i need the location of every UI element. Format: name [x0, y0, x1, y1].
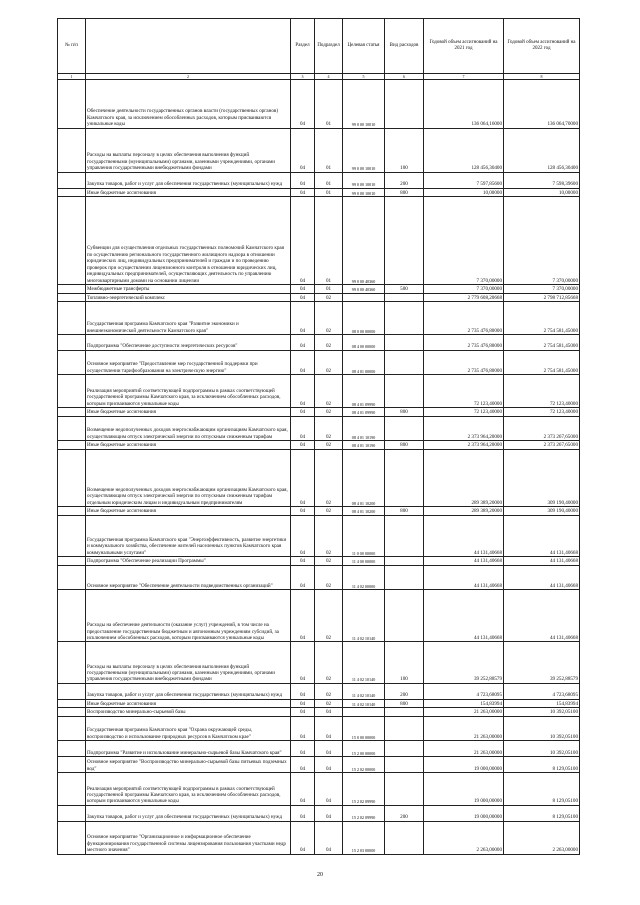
row-amount-2022: 44 131,40668: [504, 557, 580, 566]
row-target-article: 15 0 00 00000: [343, 716, 385, 740]
column-index: 7: [424, 74, 504, 80]
row-razdel: 04: [291, 557, 315, 566]
row-amount-2021: 2 735 476,80000: [424, 302, 504, 335]
row-razdel: 04: [291, 683, 315, 699]
row-name: Межбюджетные трансферты: [86, 284, 291, 293]
row-number-cell: [58, 708, 86, 717]
row-podrazdel: 02: [315, 416, 343, 440]
row-razdel: 04: [291, 441, 315, 450]
column-index: 8: [504, 74, 580, 80]
row-name: Иные бюджетные ассигнования: [86, 507, 291, 516]
row-name: Государственная программа Камчатского края "Энергоэффективность, развитие энергетики и коммунального хозяйства, обеспечение жителей населенных пунктов Камчатского края коммунальными услугами": [86, 515, 291, 556]
row-razdel: 04: [291, 757, 315, 773]
row-podrazdel: 02: [315, 408, 343, 417]
row-podrazdel: 01: [315, 128, 343, 172]
row-podrazdel: 02: [315, 334, 343, 350]
row-name: Основное мероприятие "Воспроизводство минерально-сырьевой базы питьевых подземных вод": [86, 757, 291, 773]
row-razdel: 04: [291, 716, 315, 740]
row-amount-2021: 19 000,00000: [424, 772, 504, 805]
row-expense-type: [385, 565, 424, 589]
row-podrazdel: 01: [315, 284, 343, 293]
row-amount-2022: 8 129,05100: [504, 757, 580, 773]
column-index: 5: [343, 74, 385, 80]
row-target-article: 99 0 00 10010: [343, 172, 385, 188]
col-2022-header: Годовой объем ассигнований на 2022 год: [504, 19, 580, 74]
row-name: Подпрограмма "Обеспечение доступности энергетических ресурсов": [86, 334, 291, 350]
row-amount-2022: 4 723,68095: [504, 683, 580, 699]
row-amount-2021: 7 370,00000: [424, 284, 504, 293]
row-name: Возмещение недополученных доходов энергоснабжающим организациям Камчатского края, осуществляющим отпуск электрической энергии по отпускным сниженным тарифам отдельным юридическим лицам и индивидуальным предпринимателям: [86, 449, 291, 506]
row-razdel: 04: [291, 821, 315, 854]
table-row: [58, 716, 580, 740]
row-razdel: 04: [291, 128, 315, 172]
table-row: [58, 642, 580, 683]
row-expense-type: [385, 716, 424, 740]
row-amount-2022: 2 754 581,45000: [504, 350, 580, 374]
row-podrazdel: 01: [315, 197, 343, 285]
row-amount-2021: 7 370,00000: [424, 197, 504, 285]
row-razdel: 04: [291, 772, 315, 805]
row-razdel: 04: [291, 449, 315, 506]
table-row: [58, 80, 580, 129]
row-target-article: 11 0 00 00000: [343, 515, 385, 556]
budget-table: [57, 18, 580, 855]
row-name: Иные бюджетные ассигнования: [86, 408, 291, 417]
row-expense-type: 800: [385, 188, 424, 197]
row-target-article: 11 4 02 10140: [343, 699, 385, 708]
row-podrazdel: 01: [315, 80, 343, 129]
row-amount-2021: 10,00000: [424, 188, 504, 197]
row-number-cell: [58, 375, 86, 408]
row-expense-type: [385, 757, 424, 773]
row-podrazdel: 04: [315, 716, 343, 740]
budget-table-sheet: [57, 18, 579, 855]
row-amount-2021: 44 131,40668: [424, 565, 504, 589]
row-name: Иные бюджетные ассигнования: [86, 441, 291, 450]
row-razdel: 04: [291, 741, 315, 757]
row-podrazdel: 01: [315, 188, 343, 197]
row-razdel: 04: [291, 375, 315, 408]
row-expense-type: [385, 557, 424, 566]
row-target-article: 08 4 01 09990: [343, 375, 385, 408]
row-target-article: [343, 708, 385, 717]
row-expense-type: [385, 197, 424, 285]
row-number-cell: [58, 128, 86, 172]
row-target-article: 08 4 01 10190: [343, 441, 385, 450]
row-expense-type: 200: [385, 805, 424, 821]
row-amount-2021: 21 263,00000: [424, 708, 504, 717]
row-name: Иные бюджетные ассигнования: [86, 699, 291, 708]
row-amount-2021: 44 131,40668: [424, 557, 504, 566]
row-podrazdel: 02: [315, 350, 343, 374]
table-row: [58, 416, 580, 440]
row-amount-2022: 309 190,40000: [504, 507, 580, 516]
row-target-article: 08 4 00 00000: [343, 334, 385, 350]
row-razdel: 04: [291, 589, 315, 641]
table-row: [58, 515, 580, 556]
row-amount-2021: 39 252,88579: [424, 642, 504, 683]
row-amount-2022: 72 123,40000: [504, 408, 580, 417]
column-index: 2: [86, 74, 291, 80]
row-name: Закупка товаров, работ и услуг для обеспечения государственных (муниципальных) нужд: [86, 172, 291, 188]
row-number-cell: [58, 515, 86, 556]
row-number-cell: [58, 350, 86, 374]
table-row: [58, 708, 580, 717]
row-razdel: 04: [291, 293, 315, 302]
row-amount-2021: 136 064,16000: [424, 80, 504, 129]
row-target-article: 08 4 01 10200: [343, 507, 385, 516]
row-expense-type: [385, 515, 424, 556]
row-amount-2022: 154,83994: [504, 699, 580, 708]
row-name: Закупка товаров, работ и услуг для обеспечения государственных (муниципальных) нужд: [86, 683, 291, 699]
row-amount-2021: 289 389,20000: [424, 507, 504, 516]
table-row: [58, 128, 580, 172]
row-podrazdel: 02: [315, 293, 343, 302]
table-row: [58, 821, 580, 854]
row-amount-2022: 2 373 267,65000: [504, 441, 580, 450]
col-expense-type-header: Вид расходов: [385, 19, 424, 74]
row-razdel: 04: [291, 188, 315, 197]
row-target-article: 08 4 01 09990: [343, 408, 385, 417]
row-number-cell: [58, 589, 86, 641]
col-target-article-header: Целевая статья: [343, 19, 385, 74]
row-amount-2022: 8 129,05100: [504, 772, 580, 805]
row-target-article: 11 4 02 00000: [343, 565, 385, 589]
row-amount-2022: 44 131,40668: [504, 589, 580, 641]
row-target-article: 99 0 00 10010: [343, 128, 385, 172]
row-amount-2021: 7 597,85600: [424, 172, 504, 188]
row-target-article: 11 4 02 10140: [343, 642, 385, 683]
row-razdel: 04: [291, 805, 315, 821]
row-amount-2021: 2 373 964,20000: [424, 441, 504, 450]
row-number-cell: [58, 683, 86, 699]
row-podrazdel: 02: [315, 375, 343, 408]
row-podrazdel: 02: [315, 642, 343, 683]
row-expense-type: 100: [385, 128, 424, 172]
row-amount-2021: 4 723,68095: [424, 683, 504, 699]
row-amount-2021: 19 000,00000: [424, 805, 504, 821]
row-expense-type: [385, 416, 424, 440]
column-index: 6: [385, 74, 424, 80]
row-expense-type: 800: [385, 441, 424, 450]
row-amount-2021: 2 373 964,20000: [424, 416, 504, 440]
row-number-cell: [58, 416, 86, 440]
row-expense-type: 100: [385, 642, 424, 683]
row-name: Государственная программа Камчатского края "Охрана окружающей среды, воспроизводство и использование природных ресурсов в Камчатском крае": [86, 716, 291, 740]
row-number-cell: [58, 449, 86, 506]
row-target-article: 99 0 00 40360: [343, 284, 385, 293]
row-expense-type: [385, 350, 424, 374]
table-row: [58, 699, 580, 708]
row-razdel: 04: [291, 515, 315, 556]
row-amount-2021: 44 131,40668: [424, 589, 504, 641]
row-name: Подпрограмма "Развитие и использование минерально-сырьевой базы Камчатского края": [86, 741, 291, 757]
col-podrazdel-header: Подраздел: [315, 19, 343, 74]
row-name: Расходы на выплаты персоналу в целях обеспечения выполнения функций государственными (муниципальными) органами, казенными учреждениями, органами управления государственными внебюджетными фондами: [86, 642, 291, 683]
row-name: Основное мероприятие "Организационное и информационное обеспечение функционирования государственной системы лицензирования пользования участками недр местного значения": [86, 821, 291, 854]
table-row: [58, 772, 580, 805]
row-amount-2021: 72 123,40000: [424, 408, 504, 417]
row-name: Обеспечение деятельности государственных органов власти (государственных органов) Камчатского края, за исключением обособленных расходов, которым присваиваются уникальные коды: [86, 80, 291, 129]
table-row: [58, 565, 580, 589]
row-name: Государственная программа Камчатского края "Развитие экономики и внешнеэкономической деятельности Камчатского края": [86, 302, 291, 335]
table-row: [58, 188, 580, 197]
row-razdel: 04: [291, 699, 315, 708]
row-name: Подпрограмма "Обеспечение реализации Программы": [86, 557, 291, 566]
row-amount-2021: 289 389,20000: [424, 449, 504, 506]
col-razdel-header: Раздел: [291, 19, 315, 74]
row-target-article: 11 4 02 10140: [343, 589, 385, 641]
row-number-cell: [58, 565, 86, 589]
row-razdel: 04: [291, 350, 315, 374]
row-name: Расходы на выплаты персоналу в целях обеспечения выполнения функций государственными (муниципальными) органами, казенными учреждениями, органами управления государственными внебюджетными фондами: [86, 128, 291, 172]
row-podrazdel: 02: [315, 557, 343, 566]
row-razdel: 04: [291, 408, 315, 417]
row-podrazdel: 02: [315, 515, 343, 556]
row-podrazdel: 01: [315, 172, 343, 188]
row-expense-type: 800: [385, 408, 424, 417]
row-amount-2022: 44 131,40668: [504, 565, 580, 589]
row-amount-2021: 154,83994: [424, 699, 504, 708]
row-expense-type: [385, 708, 424, 717]
row-expense-type: [385, 821, 424, 854]
row-number-cell: [58, 757, 86, 773]
page-number: 20: [317, 872, 323, 878]
row-name: Основное мероприятие "Предоставление мер государственной поддержки при осуществлении тарифообразования на электрическую энергию": [86, 350, 291, 374]
row-target-article: 08 4 01 00000: [343, 350, 385, 374]
column-index: 4: [315, 74, 343, 80]
row-expense-type: [385, 589, 424, 641]
row-amount-2022: 136 064,70000: [504, 80, 580, 129]
row-expense-type: [385, 334, 424, 350]
row-razdel: 04: [291, 284, 315, 293]
row-amount-2022: 39 252,88579: [504, 642, 580, 683]
row-target-article: 15 2 03 00000: [343, 821, 385, 854]
row-podrazdel: 04: [315, 757, 343, 773]
table-row: [58, 757, 580, 773]
table-row: [58, 334, 580, 350]
column-index: 1: [58, 74, 86, 80]
table-row: [58, 449, 580, 506]
row-razdel: 04: [291, 334, 315, 350]
row-number-cell: [58, 284, 86, 293]
row-razdel: 04: [291, 642, 315, 683]
row-amount-2021: 128 456,30400: [424, 128, 504, 172]
row-amount-2021: 2 735 476,80000: [424, 350, 504, 374]
row-razdel: 04: [291, 302, 315, 335]
row-amount-2022: 7 598,39600: [504, 172, 580, 188]
table-row: [58, 408, 580, 417]
row-target-article: 99 0 00 40360: [343, 197, 385, 285]
col-number-header: № п/п: [58, 19, 86, 74]
row-number-cell: [58, 441, 86, 450]
table-row: [58, 683, 580, 699]
row-podrazdel: 04: [315, 805, 343, 821]
row-amount-2021: 2 779 608,20668: [424, 293, 504, 302]
row-amount-2022: 10,00000: [504, 188, 580, 197]
row-podrazdel: 02: [315, 507, 343, 516]
row-target-article: 15 2 02 09990: [343, 772, 385, 805]
row-target-article: 15 2 00 00000: [343, 741, 385, 757]
row-podrazdel: 02: [315, 683, 343, 699]
row-name: Расходы на обеспечение деятельности (оказание услуг) учреждений, в том числе на предоставление государственным бюджетным и автономным учреждениям субсидий, за исключением обособленных расходов, которым присваиваются уникальные коды: [86, 589, 291, 641]
table-row: [58, 172, 580, 188]
table-row: [58, 441, 580, 450]
row-razdel: 04: [291, 708, 315, 717]
row-expense-type: [385, 293, 424, 302]
row-target-article: 99 0 00 10010: [343, 188, 385, 197]
row-name: Реализация мероприятий соответствующей подпрограммы в рамках соответствующей государственной программы Камчатского края, за исключением обособленных расходов, которым присваиваются уникальные коды: [86, 375, 291, 408]
row-podrazdel: 02: [315, 565, 343, 589]
row-expense-type: [385, 449, 424, 506]
row-expense-type: 500: [385, 284, 424, 293]
row-number-cell: [58, 716, 86, 740]
row-number-cell: [58, 805, 86, 821]
row-amount-2021: 44 131,40668: [424, 515, 504, 556]
row-amount-2022: 8 129,05100: [504, 805, 580, 821]
row-target-article: 08 4 01 10200: [343, 449, 385, 506]
table-row: [58, 589, 580, 641]
row-expense-type: [385, 302, 424, 335]
row-number-cell: [58, 507, 86, 516]
row-number-cell: [58, 197, 86, 285]
row-amount-2021: 21 263,00000: [424, 716, 504, 740]
row-number-cell: [58, 699, 86, 708]
row-name: Иные бюджетные ассигнования: [86, 188, 291, 197]
row-name: Субвенции для осуществления отдельных государственных полномочий Камчатского края по осуществлению регионального государственного жилищного надзора в отношении юридических лиц, индивидуальных предпринимателей и граждан и по проведению проверок при осуществлении лицензионного контроля в отношении юридических лиц, индивидуальных предпринимателей, осуществляющих деятельность по управлению многоквартирными домами на основании лицензии: [86, 197, 291, 285]
table-header-row: [58, 19, 580, 74]
row-razdel: 04: [291, 565, 315, 589]
row-expense-type: 800: [385, 699, 424, 708]
row-name: Топливно-энергетический комплекс: [86, 293, 291, 302]
table-row: [58, 302, 580, 335]
row-target-article: 11 4 00 00000: [343, 557, 385, 566]
row-number-cell: [58, 302, 86, 335]
row-name: Закупка товаров, работ и услуг для обеспечения государственных (муниципальных) нужд: [86, 805, 291, 821]
row-amount-2021: 19 000,00000: [424, 757, 504, 773]
row-number-cell: [58, 557, 86, 566]
row-expense-type: 800: [385, 507, 424, 516]
row-podrazdel: 02: [315, 699, 343, 708]
row-amount-2022: 128 456,30400: [504, 128, 580, 172]
row-target-article: 11 4 02 10140: [343, 683, 385, 699]
table-row: [58, 350, 580, 374]
table-row: [58, 375, 580, 408]
row-number-cell: [58, 80, 86, 129]
row-number-cell: [58, 408, 86, 417]
row-amount-2022: 2 798 712,85668: [504, 293, 580, 302]
row-podrazdel: 02: [315, 441, 343, 450]
row-number-cell: [58, 334, 86, 350]
column-index: 3: [291, 74, 315, 80]
row-number-cell: [58, 172, 86, 188]
col-name-header: [86, 19, 291, 74]
row-expense-type: 200: [385, 683, 424, 699]
row-amount-2021: 2 735 476,80000: [424, 334, 504, 350]
row-expense-type: [385, 772, 424, 805]
row-target-article: 08 4 01 10190: [343, 416, 385, 440]
row-podrazdel: 04: [315, 821, 343, 854]
row-amount-2022: 7 370,00000: [504, 284, 580, 293]
row-razdel: 04: [291, 416, 315, 440]
row-target-article: 08 0 00 00000: [343, 302, 385, 335]
row-name: Основное мероприятие "Обеспечение деятельности подведомственных организаций": [86, 565, 291, 589]
row-number-cell: [58, 642, 86, 683]
row-razdel: 04: [291, 197, 315, 285]
row-target-article: [343, 293, 385, 302]
row-number-cell: [58, 293, 86, 302]
row-expense-type: [385, 741, 424, 757]
row-name: Реализация мероприятий соответствующей подпрограммы в рамках соответствующей государственной программы Камчатского края, за исключением обособленных расходов, которым присваиваются уникальные коды: [86, 772, 291, 805]
row-number-cell: [58, 821, 86, 854]
row-expense-type: 200: [385, 172, 424, 188]
row-target-article: 15 2 02 00000: [343, 757, 385, 773]
row-amount-2022: 309 190,40000: [504, 449, 580, 506]
row-razdel: 04: [291, 80, 315, 129]
row-target-article: 15 2 02 09990: [343, 805, 385, 821]
row-amount-2022: 10 392,05100: [504, 716, 580, 740]
table-row: [58, 557, 580, 566]
table-body: [58, 80, 580, 855]
row-expense-type: [385, 80, 424, 129]
row-target-article: 99 0 00 10010: [343, 80, 385, 129]
table-row: [58, 805, 580, 821]
row-amount-2022: 2 263,00000: [504, 821, 580, 854]
row-amount-2022: 2 754 581,45000: [504, 334, 580, 350]
row-number-cell: [58, 772, 86, 805]
table-row: [58, 507, 580, 516]
row-podrazdel: 02: [315, 449, 343, 506]
row-podrazdel: 04: [315, 708, 343, 717]
row-amount-2021: 72 123,40000: [424, 375, 504, 408]
row-name: Воспроизводство минерально-сырьевой базы: [86, 708, 291, 717]
row-amount-2022: 7 370,00000: [504, 197, 580, 285]
row-amount-2022: 10 392,05100: [504, 741, 580, 757]
row-amount-2021: 21 263,00000: [424, 741, 504, 757]
table-row: [58, 741, 580, 757]
row-amount-2022: 44 131,40668: [504, 515, 580, 556]
row-razdel: 04: [291, 172, 315, 188]
row-podrazdel: 04: [315, 772, 343, 805]
row-amount-2022: 2 373 267,65000: [504, 416, 580, 440]
row-amount-2022: 10 392,05100: [504, 708, 580, 717]
row-amount-2022: 2 754 581,45000: [504, 302, 580, 335]
col-2021-header: Годовой объем ассигнований на 2021 год: [424, 19, 504, 74]
row-number-cell: [58, 188, 86, 197]
table-row: [58, 197, 580, 285]
row-number-cell: [58, 741, 86, 757]
row-expense-type: [385, 375, 424, 408]
table-row: [58, 284, 580, 293]
row-razdel: 04: [291, 507, 315, 516]
row-amount-2022: 72 123,40000: [504, 375, 580, 408]
table-row: [58, 293, 580, 302]
row-podrazdel: 04: [315, 741, 343, 757]
row-podrazdel: 02: [315, 302, 343, 335]
row-podrazdel: 02: [315, 589, 343, 641]
row-amount-2021: 2 263,00000: [424, 821, 504, 854]
row-name: Возмещение недополученных доходов энергоснабжающим организациям Камчатского края, осуществляющим отпуск электрической энергии по отпускным сниженным тарифам: [86, 416, 291, 440]
